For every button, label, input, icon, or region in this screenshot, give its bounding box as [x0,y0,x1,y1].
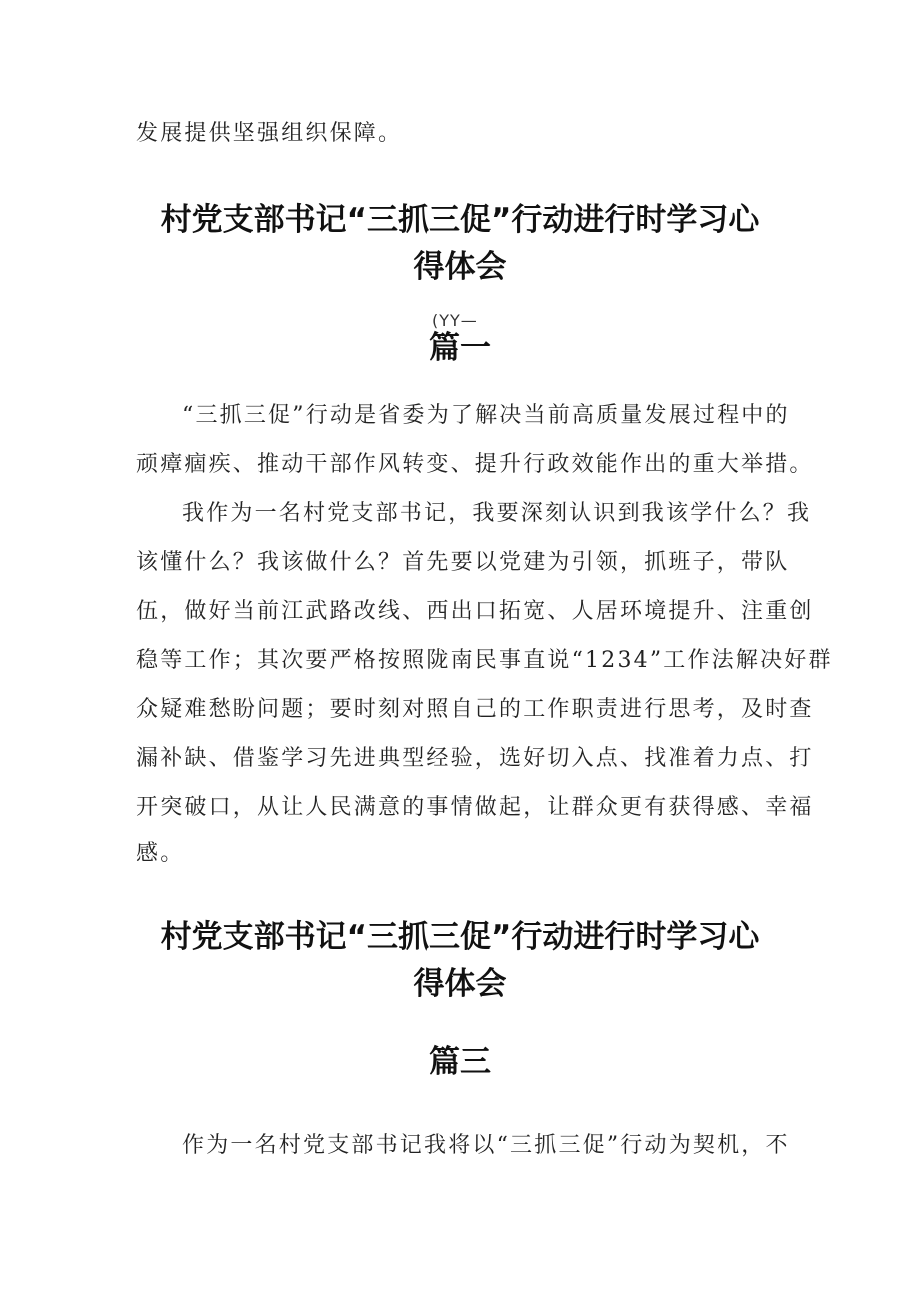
section-1-paragraph-2-line-7: 开突破口，从让人民满意的事情做起，让群众更有获得感、幸福 [136,795,814,820]
section-1-paragraph-1-line-2: 顽瘴痼疾、推动干部作风转变、提升行政效能作出的重大举措。 [136,452,814,477]
section-1-paragraph-2-line-1: 我作为一名村党支部书记，我要深刻认识到我该学什么？我 [182,501,812,526]
section-2-heading: 篇三 [429,1044,491,1080]
section-1-paragraph-2-line-8: 感。 [136,841,185,866]
section-1-paragraph-1-line-1: “三抓三促”行动是省委为了解决当前高质量发展过程中的 [182,403,790,428]
top-fragment: 发展提供坚强组织保障。 [136,121,403,146]
section-1-paragraph-2-line-5: 众疑难愁盼问题；要时刻对照自己的工作职责进行思考，及时查 [136,697,814,722]
section-1-paragraph-2-line-3: 伍，做好当前江武路改线、西出口拓宽、人居环境提升、注重创 [136,599,814,624]
section-2-title-line-2: 得体会 [413,966,507,1002]
section-1-heading-overlay: (YY— [432,311,478,330]
section-1-paragraph-2-line-4: 稳等工作；其次要严格按照陇南民事直说“1234”工作法解决好群 [136,648,833,673]
section-1-paragraph-2-line-6: 漏补缺、借鉴学习先进典型经验，选好切入点、找准着力点、打 [136,746,814,771]
section-2-title-line-1: 村党支部书记“三抓三促”行动进行时学习心 [160,919,760,955]
section-1-title-line-1: 村党支部书记“三抓三促”行动进行时学习心 [160,202,760,238]
section-1-heading: 篇一 [429,330,491,366]
section-1-title-line-2: 得体会 [413,249,507,285]
section-2-paragraph-1-line-1: 作为一名村党支部书记我将以“三抓三促”行动为契机，不 [182,1133,790,1158]
section-1-paragraph-2-line-2: 该懂什么？我该做什么？首先要以党建为引领，抓班子，带队 [136,550,790,575]
